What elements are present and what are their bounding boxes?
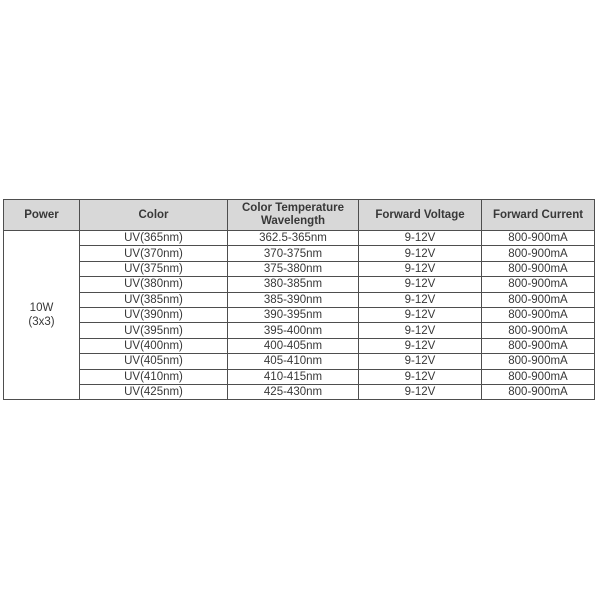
cell-wavelength: 370-375nm	[228, 246, 359, 261]
power-config: (3x3)	[28, 316, 55, 329]
cell-voltage: 9-12V	[359, 261, 482, 276]
table-row	[4, 277, 595, 292]
spec-table	[3, 199, 595, 400]
cell-wavelength: 362.5-365nm	[228, 231, 359, 246]
cell-current: 800-900mA	[482, 369, 595, 384]
table-row	[4, 338, 595, 353]
cell-current: 800-900mA	[482, 307, 595, 322]
table-row	[4, 246, 595, 261]
cell-current: 800-900mA	[482, 261, 595, 276]
cell-voltage: 9-12V	[359, 292, 482, 307]
cell-voltage: 9-12V	[359, 323, 482, 338]
header-wavelength-line1: Color Temperature	[241, 202, 345, 214]
cell-color: UV(395nm)	[80, 323, 228, 338]
table-row	[4, 354, 595, 369]
header-row	[4, 200, 595, 231]
cell-voltage: 9-12V	[359, 369, 482, 384]
cell-color: UV(390nm)	[80, 307, 228, 322]
cell-wavelength: 425-430nm	[228, 384, 359, 399]
cell-voltage: 9-12V	[359, 354, 482, 369]
cell-voltage: 9-12V	[359, 384, 482, 399]
header-cell-color: Color	[80, 200, 228, 231]
spec-table-body	[4, 231, 595, 400]
cell-color: UV(405nm)	[80, 354, 228, 369]
cell-wavelength: 400-405nm	[228, 338, 359, 353]
table-row	[4, 261, 595, 276]
cell-voltage: 9-12V	[359, 277, 482, 292]
cell-color: UV(370nm)	[80, 246, 228, 261]
cell-current: 800-900mA	[482, 338, 595, 353]
cell-current: 800-900mA	[482, 246, 595, 261]
header-cell-current: Forward Current	[482, 200, 595, 231]
cell-voltage: 9-12V	[359, 246, 482, 261]
cell-wavelength: 395-400nm	[228, 323, 359, 338]
header-cell-wavelength	[228, 200, 359, 231]
cell-current: 800-900mA	[482, 323, 595, 338]
cell-color: UV(375nm)	[80, 261, 228, 276]
table-row	[4, 323, 595, 338]
cell-current: 800-900mA	[482, 231, 595, 246]
cell-wavelength: 385-390nm	[228, 292, 359, 307]
cell-current: 800-900mA	[482, 384, 595, 399]
table-row	[4, 384, 595, 399]
cell-wavelength: 375-380nm	[228, 261, 359, 276]
cell-color: UV(425nm)	[80, 384, 228, 399]
cell-color: UV(365nm)	[80, 231, 228, 246]
header-cell-voltage: Forward Voltage	[359, 200, 482, 231]
cell-color: UV(380nm)	[80, 277, 228, 292]
cell-color: UV(385nm)	[80, 292, 228, 307]
table-row	[4, 307, 595, 322]
spec-table-header	[4, 200, 595, 231]
cell-color: UV(400nm)	[80, 338, 228, 353]
cell-current: 800-900mA	[482, 292, 595, 307]
table-row	[4, 292, 595, 307]
cell-wavelength: 390-395nm	[228, 307, 359, 322]
cell-color: UV(410nm)	[80, 369, 228, 384]
power-value: 10W	[29, 302, 54, 315]
header-cell-power: Power	[4, 200, 80, 231]
table-row	[4, 231, 595, 246]
cell-voltage: 9-12V	[359, 338, 482, 353]
cell-voltage: 9-12V	[359, 307, 482, 322]
cell-wavelength: 410-415nm	[228, 369, 359, 384]
cell-wavelength: 380-385nm	[228, 277, 359, 292]
cell-current: 800-900mA	[482, 354, 595, 369]
power-cell	[4, 231, 80, 400]
cell-wavelength: 405-410nm	[228, 354, 359, 369]
header-wavelength-line2: Wavelength	[260, 215, 326, 227]
table-row	[4, 369, 595, 384]
cell-current: 800-900mA	[482, 277, 595, 292]
cell-voltage: 9-12V	[359, 231, 482, 246]
